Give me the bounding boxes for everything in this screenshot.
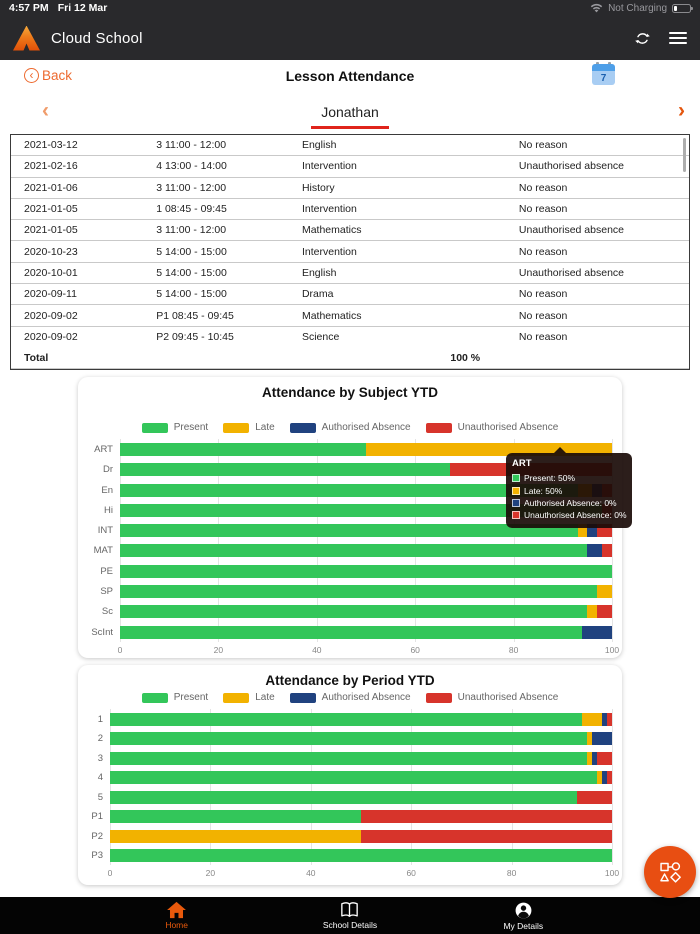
bar-category-label: Sc <box>101 606 113 618</box>
bar-row <box>110 807 612 827</box>
tab-my-details[interactable] <box>437 897 610 934</box>
table-cell: History <box>301 181 335 194</box>
legend-chip <box>290 693 316 703</box>
bar-segment-present <box>110 810 361 823</box>
chart-legend-0 <box>88 422 612 433</box>
table-cell: 5 14:00 - 15:00 <box>156 245 227 258</box>
table-cell: 1 08:45 - 09:45 <box>156 203 227 216</box>
table-row <box>11 305 689 326</box>
tab-school-details[interactable] <box>263 897 436 934</box>
bar-segment-unauthorised <box>597 605 612 618</box>
table-row <box>11 135 689 156</box>
bar-1[interactable] <box>110 713 612 726</box>
bar-category-label: 1 <box>97 713 103 725</box>
bar-segment-present <box>110 849 612 862</box>
bar-segment-present <box>120 544 587 557</box>
bar-P3[interactable] <box>110 849 612 862</box>
axis-tick-label: 60 <box>406 868 416 879</box>
bar-segment-present <box>110 713 582 726</box>
chart-title: Attendance by Subject YTD <box>261 385 439 401</box>
bar-Sc[interactable] <box>120 605 612 618</box>
bar-category-label: Dr <box>102 464 113 476</box>
legend-label: Authorised Absence <box>321 422 411 434</box>
bar-ScInt[interactable] <box>120 626 612 639</box>
app-title: Cloud School <box>51 29 143 47</box>
table-cell: 2020-10-23 <box>24 245 78 258</box>
bar-row <box>120 622 612 642</box>
bar-row <box>110 748 612 768</box>
chart-labels-1 <box>88 709 110 865</box>
table-cell: P1 08:45 - 09:45 <box>156 309 234 322</box>
bar-category-label: 2 <box>97 733 103 745</box>
table-cell: No reason <box>518 181 568 194</box>
chart-legend-1 <box>88 692 612 703</box>
status-time: 4:57 PM <box>9 2 49 14</box>
axis-tick-label: 0 <box>117 645 123 656</box>
previous-student-chevron[interactable]: ‹ <box>42 99 49 122</box>
bar-category-label: P3 <box>91 850 103 862</box>
table-cell: 2021-01-05 <box>24 203 78 216</box>
bar-segment-present <box>110 752 587 765</box>
axis-tick-label: 60 <box>410 645 420 656</box>
legend-chip <box>142 693 168 703</box>
table-cell: No reason <box>518 203 568 216</box>
table-cell: 2021-03-12 <box>24 139 78 152</box>
legend-label: Present <box>173 692 209 704</box>
bar-MAT[interactable] <box>120 544 612 557</box>
bar-row <box>110 729 612 749</box>
bar-P1[interactable] <box>110 810 612 823</box>
bar-segment-unauthorised <box>602 544 612 557</box>
table-cell: English <box>301 139 337 152</box>
status-bar <box>0 0 700 16</box>
total-value: 100 % <box>450 352 481 365</box>
bar-segment-present <box>110 732 587 745</box>
legend-item[interactable] <box>426 692 559 703</box>
back-chevron-icon: ‹ <box>24 68 39 83</box>
book-icon <box>338 901 361 919</box>
attendance-table <box>10 134 690 370</box>
bar-segment-present <box>120 443 366 456</box>
bar-segment-authorised <box>592 732 612 745</box>
back-label: Back <box>42 68 73 83</box>
bar-3[interactable] <box>110 752 612 765</box>
shapes-fab-button[interactable] <box>644 846 696 898</box>
table-cell: English <box>301 266 337 279</box>
legend-chip <box>426 423 452 433</box>
legend-label: Present <box>173 422 209 434</box>
wifi-icon <box>590 3 603 13</box>
bar-segment-late <box>597 585 612 598</box>
tooltip-chip <box>512 511 520 519</box>
legend-label: Authorised Absence <box>321 692 411 704</box>
tooltip-text: Late: 50% <box>524 485 563 496</box>
bar-segment-authorised <box>582 626 612 639</box>
axis-tick-label: 100 <box>604 645 620 656</box>
table-cell: 2021-02-16 <box>24 160 78 173</box>
nav-bar <box>0 60 700 95</box>
legend-item[interactable] <box>142 692 208 703</box>
tooltip-entry <box>512 485 626 497</box>
total-label: Total <box>24 352 49 365</box>
bar-segment-present <box>120 626 582 639</box>
axis-tick-label: 0 <box>107 868 113 879</box>
table-cell: Science <box>301 331 340 344</box>
cloud-school-logo-icon <box>13 26 40 51</box>
table-cell: 3 11:00 - 12:00 <box>156 181 227 194</box>
bar-category-label: ART <box>94 443 113 455</box>
table-cell: Unauthorised absence <box>518 160 624 173</box>
legend-item[interactable] <box>290 692 411 703</box>
bar-5[interactable] <box>110 791 612 804</box>
battery-icon <box>672 4 691 13</box>
table-scrollbar[interactable] <box>683 138 686 172</box>
table-cell: 5 14:00 - 15:00 <box>156 266 227 279</box>
app-header <box>0 16 700 60</box>
chart-axis-0 <box>117 644 620 657</box>
table-cell: Unauthorised absence <box>518 224 624 237</box>
charts-area <box>0 370 700 934</box>
tab-bar <box>0 897 700 934</box>
legend-chip <box>426 693 452 703</box>
tab-my-details-label: My Details <box>503 920 544 931</box>
bar-P2[interactable] <box>110 830 612 843</box>
bar-segment-late <box>582 713 602 726</box>
table-cell: Drama <box>301 288 334 301</box>
table-cell: P2 09:45 - 10:45 <box>156 331 234 344</box>
bar-row <box>120 581 612 601</box>
sync-icon[interactable] <box>633 29 652 48</box>
legend-item[interactable] <box>223 692 274 703</box>
tab-school-details-label: School Details <box>322 920 378 930</box>
table-cell: No reason <box>518 139 568 152</box>
battery-nub <box>691 7 693 10</box>
chart-tooltip <box>506 453 632 527</box>
legend-chip <box>223 693 249 703</box>
legend-label: Unauthorised Absence <box>457 422 559 434</box>
bar-row <box>110 709 612 729</box>
bar-category-label: En <box>101 484 113 496</box>
table-cell: Intervention <box>301 245 357 258</box>
axis-tick-label: 20 <box>205 868 216 879</box>
chart-plot-1 <box>110 709 612 865</box>
legend-label: Late <box>255 422 275 434</box>
table-total-row <box>11 348 689 369</box>
table-cell: Mathematics <box>301 224 362 237</box>
table-cell: 3 11:00 - 12:00 <box>156 224 227 237</box>
bar-segment-present <box>110 791 577 804</box>
bar-segment-present <box>120 605 587 618</box>
table-row <box>11 284 689 305</box>
chart-axis-1 <box>107 867 620 880</box>
bar-segment-unauthorised <box>577 791 612 804</box>
tooltip-chip <box>512 474 520 482</box>
legend-item[interactable] <box>290 422 411 433</box>
bar-segment-unauthorised <box>361 830 612 843</box>
bar-category-label: INT <box>97 525 113 537</box>
tooltip-text: Authorised Absence: 0% <box>524 497 617 508</box>
page-title: Lesson Attendance <box>285 68 415 84</box>
bar-row <box>120 561 612 581</box>
bar-segment-unauthorised <box>607 713 612 726</box>
status-date: Fri 12 Mar <box>57 2 108 14</box>
next-student-chevron[interactable]: › <box>678 99 685 122</box>
bar-segment-present <box>120 463 450 476</box>
table-row <box>11 263 689 284</box>
tooltip-entry <box>512 472 626 484</box>
bar-category-label: 3 <box>97 752 103 764</box>
table-cell: Intervention <box>301 160 357 173</box>
tooltip-entry <box>512 497 626 509</box>
table-row <box>11 220 689 241</box>
table-cell: 2020-09-11 <box>24 288 77 301</box>
tooltip-chip <box>512 487 520 495</box>
table-cell: 2020-09-02 <box>24 309 78 322</box>
bar-category-label: SP <box>100 585 113 597</box>
gridline <box>612 709 613 865</box>
bar-PE[interactable] <box>120 565 612 578</box>
bar-segment-authorised <box>587 544 602 557</box>
table-cell: 5 14:00 - 15:00 <box>156 288 227 301</box>
attendance-rows <box>11 135 689 348</box>
student-selector <box>0 95 700 131</box>
tooltip-entry <box>512 509 626 521</box>
table-row <box>11 156 689 177</box>
tooltip-text: Unauthorised Absence: 0% <box>524 510 627 521</box>
table-cell: Unauthorised absence <box>518 266 624 279</box>
axis-tick-label: 80 <box>506 868 517 879</box>
chart-card-period <box>78 665 622 885</box>
bar-segment-late <box>587 605 597 618</box>
table-row <box>11 327 689 348</box>
battery-fill <box>674 6 677 11</box>
table-cell: 2021-01-06 <box>24 181 78 194</box>
table-cell: No reason <box>518 309 568 322</box>
tooltip-title: ART <box>512 458 532 470</box>
bar-category-label: 5 <box>97 791 103 803</box>
bar-row <box>120 541 612 561</box>
bar-category-label: PE <box>100 565 113 577</box>
bar-segment-unauthorised <box>361 810 612 823</box>
legend-item[interactable] <box>426 422 559 433</box>
legend-item[interactable] <box>223 422 274 433</box>
axis-tick-label: 100 <box>604 868 620 879</box>
bar-category-label: Hi <box>104 504 113 516</box>
bar-4[interactable] <box>110 771 612 784</box>
status-time-date <box>9 2 107 14</box>
bar-category-label: 4 <box>97 772 103 784</box>
bar-segment-late <box>110 830 361 843</box>
home-icon <box>166 901 187 919</box>
bar-segment-unauthorised <box>607 771 612 784</box>
axis-tick-label: 80 <box>508 645 519 656</box>
calendar-day: 7 <box>592 71 615 85</box>
table-cell: No reason <box>518 245 568 258</box>
tooltip-entries <box>512 472 626 521</box>
chart-body <box>88 709 612 865</box>
bar-SP[interactable] <box>120 585 612 598</box>
student-name: Jonathan <box>321 104 379 120</box>
calendar-top <box>592 64 615 71</box>
tooltip-text: Present: 50% <box>524 473 576 484</box>
bar-category-label: P2 <box>91 830 103 842</box>
calendar-icon[interactable] <box>592 64 615 85</box>
bar-category-label: ScInt <box>91 626 113 638</box>
legend-chip <box>142 423 168 433</box>
legend-item[interactable] <box>142 422 208 433</box>
table-cell: Mathematics <box>301 309 362 322</box>
bar-2[interactable] <box>110 732 612 745</box>
battery-status-text: Not Charging <box>608 2 667 14</box>
bar-category-label: P1 <box>91 811 103 823</box>
table-row <box>11 241 689 262</box>
bar-segment-present <box>110 771 597 784</box>
legend-label: Unauthorised Absence <box>457 692 559 704</box>
status-right <box>590 3 691 14</box>
legend-label: Late <box>255 692 275 704</box>
bar-segment-present <box>120 565 612 578</box>
bar-row <box>110 787 612 807</box>
bar-row <box>110 768 612 788</box>
chart-title: Attendance by Period YTD <box>265 673 435 689</box>
bar-category-label: MAT <box>93 545 113 557</box>
table-cell: No reason <box>518 331 568 344</box>
chart-labels-0 <box>88 439 120 642</box>
tooltip-chip <box>512 499 520 507</box>
legend-chip <box>223 423 249 433</box>
axis-tick-label: 40 <box>306 868 316 879</box>
table-row <box>11 199 689 220</box>
header-actions <box>633 29 687 48</box>
legend-chip <box>290 423 316 433</box>
tab-home[interactable] <box>90 897 263 934</box>
menu-icon[interactable] <box>669 32 687 44</box>
bar-row <box>110 826 612 846</box>
table-row <box>11 178 689 199</box>
table-cell: 3 11:00 - 12:00 <box>156 139 227 152</box>
axis-tick-label: 20 <box>213 645 224 656</box>
table-cell: 4 13:00 - 14:00 <box>156 160 227 173</box>
table-cell: 2021-01-05 <box>24 224 78 237</box>
table-cell: Intervention <box>301 203 357 216</box>
bar-segment-present <box>120 585 597 598</box>
bar-row <box>110 846 612 866</box>
table-cell: No reason <box>518 288 568 301</box>
shapes-icon <box>657 859 684 886</box>
tab-home-label: Home <box>165 920 188 930</box>
table-cell: 2020-10-01 <box>24 266 78 279</box>
table-cell: 2020-09-02 <box>24 331 78 344</box>
student-underline <box>311 126 389 129</box>
person-icon <box>514 901 533 920</box>
bar-row <box>120 602 612 622</box>
chart-card-subject <box>78 377 627 658</box>
bar-segment-unauthorised <box>597 752 612 765</box>
axis-tick-label: 40 <box>312 645 322 656</box>
tooltip-arrow <box>554 447 566 453</box>
